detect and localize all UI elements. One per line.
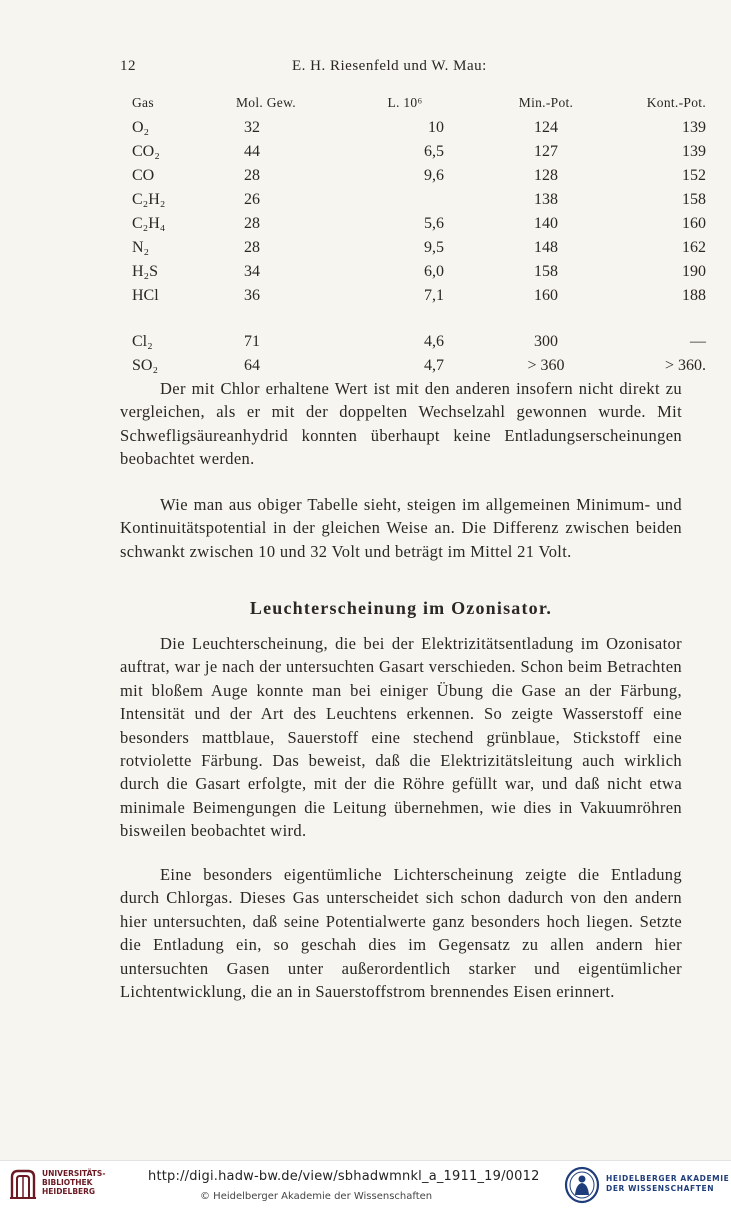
academy-seal-icon — [564, 1166, 600, 1204]
table-row — [120, 164, 706, 188]
col-header-l: L. 10⁶ — [387, 95, 423, 110]
viewer-footer — [0, 1160, 731, 1209]
table-cell: 139 — [682, 119, 706, 136]
table-cell: 36 — [244, 287, 260, 304]
table-cell: O₂ — [132, 119, 150, 136]
library-name — [42, 1169, 105, 1196]
table-cell: Cl₂ — [132, 333, 153, 350]
table-cell: 28 — [244, 167, 260, 184]
paragraph-text: Die Leuchterscheinung, die bei der Elektrizitätsentladung im Ozonisator auftrat, war je nach der untersuchten Gasart verschieden. Schon beim Betrachten mit bloßem Auge konnte man bei einiger Übung die Gase an der Färbung, Intensität und der Art des Leuchtens erkennen. So zeigte Wasserstoff eine besonders mattblaue, Sauerstoff eine stechend grünblaue, Stickstoff eine rotviolette Färbung. Das beweist, daß die Elektrizitätsleitung auch wirklich durch die Gasart erfolgte, mit der die Röhre gefüllt war, und daß nicht etwa minimale Beimengungen die Leitung übernehmen, wie dies in Vakuumröhren bisweilen beobachtet wird. — [120, 634, 682, 841]
table-cell: C₂H₄ — [132, 215, 166, 232]
table-cell: 6,0 — [424, 263, 444, 280]
table-cell: H₂S — [132, 263, 159, 280]
col-header-mol-weight: Mol. Gew. — [236, 95, 296, 110]
table-row — [120, 212, 706, 236]
table-cell: 140 — [534, 215, 558, 232]
library-emblem-icon — [8, 1167, 38, 1201]
table-cell — [334, 188, 476, 212]
table-row — [120, 236, 706, 260]
table-row — [120, 260, 706, 284]
table-spacer-row — [120, 308, 706, 330]
table-cell: 158 — [534, 263, 558, 280]
table-cell: 34 — [244, 263, 260, 280]
table-cell: 139 — [682, 143, 706, 160]
table-cell: 28 — [244, 239, 260, 256]
paragraph-chlorgas — [120, 863, 682, 1003]
table-cell: CO — [132, 167, 155, 184]
table-cell: 158 — [682, 191, 706, 208]
library-name-line: UNIVERSITÄTS- — [42, 1169, 106, 1178]
table-cell: 28 — [244, 215, 260, 232]
table-cell: — — [690, 333, 706, 350]
table-cell: > 360 — [527, 357, 565, 374]
table-cell: 7,1 — [424, 287, 444, 304]
table-row — [120, 140, 706, 164]
table-cell: C₂H₂ — [132, 191, 166, 208]
table-cell: 188 — [682, 287, 706, 304]
table-cell: 124 — [534, 119, 558, 136]
page-number: 12 — [120, 58, 136, 74]
table-cell: 190 — [682, 263, 706, 280]
table-cell: SO₂ — [132, 357, 159, 374]
table-cell: 9,6 — [424, 167, 444, 184]
copyright-notice: © Heidelberger Akademie der Wissenschaften — [200, 1191, 433, 1202]
academy-name — [606, 1174, 729, 1194]
running-title: E. H. Riesenfeld und W. Mau: — [292, 58, 487, 74]
paragraph-leuchterscheinung — [120, 632, 682, 843]
table-cell: 4,6 — [424, 333, 444, 350]
table-header-row — [120, 90, 706, 116]
col-header-kont-pot: Kont.-Pot. — [646, 95, 706, 110]
paragraph-text: Wie man aus obiger Tabelle sieht, steigen im allgemeinen Minimum- und Kontinuitätspotential in der gleichen Weise an. Die Differenz zwischen beiden schwankt zwischen 10 und 32 Volt und beträgt im Mittel 21 Volt. — [120, 495, 682, 561]
table-cell: CO₂ — [132, 143, 160, 160]
table-cell: 64 — [244, 357, 260, 374]
table-cell: > 360. — [664, 357, 706, 374]
permalink-url[interactable]: http://digi.hadw-bw.de/view/sbhadwmnkl_a_1911_19/0012 — [148, 1169, 540, 1184]
table-cell: 9,5 — [424, 239, 444, 256]
table-cell: 26 — [244, 191, 260, 208]
library-name-line: BIBLIOTHEK — [42, 1178, 93, 1187]
table-row — [120, 188, 706, 212]
table-cell: 148 — [534, 239, 558, 256]
col-header-gas: Gas — [132, 95, 154, 110]
table-cell: 44 — [244, 143, 260, 160]
table-cell: 160 — [682, 215, 706, 232]
gas-potential-table — [120, 90, 706, 378]
table-cell: 6,5 — [424, 143, 444, 160]
table-cell: 162 — [682, 239, 706, 256]
table-row — [120, 330, 706, 354]
library-name-line: HEIDELBERG — [42, 1187, 96, 1196]
table-cell: 71 — [244, 333, 260, 350]
paragraph-differenz — [120, 493, 682, 563]
section-heading: Leuchterscheinung im Ozonisator. — [249, 598, 553, 618]
table-cell: 300 — [534, 333, 558, 350]
col-header-min-pot: Min.-Pot. — [518, 95, 574, 110]
academy-name-line: DER WISSENSCHAFTEN — [606, 1184, 715, 1193]
table-cell: HCl — [132, 287, 159, 304]
paragraph-text: Der mit Chlor erhaltene Wert ist mit den anderen insofern nicht direkt zu vergleichen, als er mit der doppelten Wechselzahl gewonnen wurde. Mit Schwefligsäureanhydrid konnten überhaupt keine Entladungserscheinungen beobachtet werden. — [120, 379, 682, 469]
table-cell: N₂ — [132, 239, 150, 256]
table-row — [120, 116, 706, 140]
table-cell: 138 — [534, 191, 558, 208]
paragraph-chlor — [120, 377, 682, 471]
academy-name-line: HEIDELBERGER AKADEMIE — [606, 1174, 730, 1183]
table-cell: 4,7 — [424, 357, 444, 374]
table-cell: 152 — [682, 167, 706, 184]
table-cell: 160 — [534, 287, 558, 304]
table-cell: 127 — [534, 143, 558, 160]
table-row — [120, 284, 706, 308]
table-cell: 5,6 — [424, 215, 444, 232]
table-spacer-cell — [120, 308, 706, 330]
table-cell: 128 — [534, 167, 558, 184]
paragraph-text: Eine besonders eigentümliche Lichterscheinung zeigte die Entladung durch Chlorgas. Dieses Gas unterscheidet sich schon dadurch von den andern hier untersuchten, daß seine Potentialwerte ganz besonders hoch liegen. Setzte die Entladung ein, so geschah dies im Gegensatz zu allen andern hier untersuchten Gasen unter außerordentlich starker und eigentümlicher Lichtentwicklung, die an in Sauerstoffstrom brennendes Eisen erinnert. — [120, 865, 682, 1002]
table-cell: 32 — [244, 119, 260, 136]
table-row — [120, 354, 706, 378]
table-cell: 10 — [428, 119, 444, 136]
